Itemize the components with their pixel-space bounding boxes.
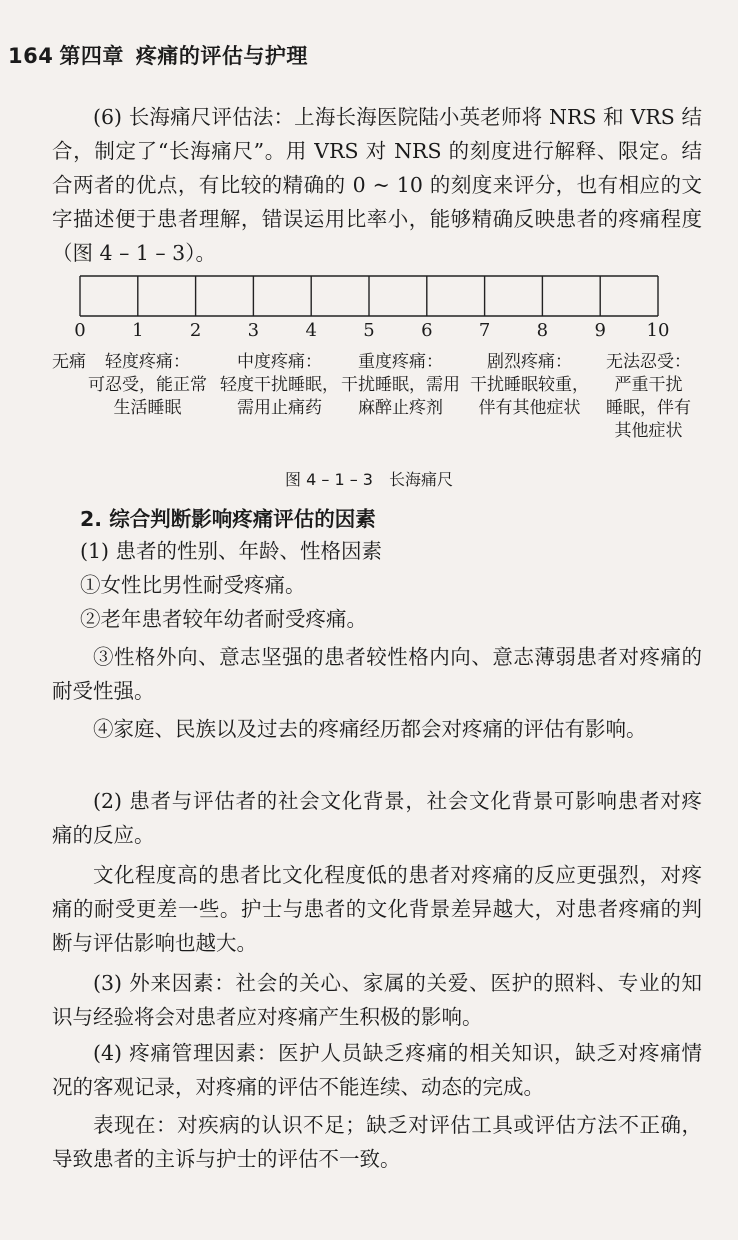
tick-label: 10 (646, 320, 670, 341)
desc-severe-title: 重度疼痛： (358, 352, 443, 372)
desc-mild-line2: 生活睡眠 (113, 398, 182, 418)
page-header (8, 40, 308, 70)
page-number: 164 (8, 44, 54, 68)
culture-paragraph: 文化程度高的患者比文化程度低的患者对疼痛的反应更强烈，对疼痛的耐受更差一些。护士与患者的文化背景差异越大，对患者疼痛的判断与评估影响也越大。 (52, 863, 702, 955)
desc-unbearable-pain (606, 351, 691, 443)
tick-label: 8 (536, 320, 549, 341)
item-3: ③性格外向、意志坚强的患者较性格内向、意志薄弱患者对疼痛的耐受性强。 (52, 645, 702, 703)
desc-moderate-line2: 需用止痛药 (237, 398, 322, 418)
desc-unbearable-line2: 睡眠，伴有 (606, 398, 691, 418)
subsection-2: (2) 患者与评估者的社会文化背景，社会文化背景可影响患者对疼痛的反应。 (52, 789, 702, 847)
figure-caption: 图 4 – 1 – 3 长海痛尺 (285, 470, 453, 489)
desc-no-pain-label: 无痛 (52, 352, 86, 372)
section-heading: 2. 综合判断影响疼痛评估的因素 (80, 507, 376, 531)
chapter-title: 疼痛的评估与护理 (135, 44, 308, 68)
desc-mild-title: 轻度疼痛： (105, 352, 190, 372)
desc-unbearable-title: 无法忍受： (606, 352, 691, 372)
chapter-label: 第四章 (59, 44, 124, 68)
desc-severe-line1: 干扰睡眠，需用 (341, 375, 460, 395)
manifestation-paragraph: 表现在：对疾病的认识不足；缺乏对评估工具或评估方法不正确，导致患者的主诉与护士的评估不一致。 (52, 1113, 702, 1171)
desc-severe-pain (341, 351, 460, 420)
ruler-ticks (80, 276, 658, 316)
desc-moderate-line1: 轻度干扰睡眠， (220, 375, 339, 395)
tick-label: 6 (421, 320, 433, 341)
item-2: ②老年患者较年幼者耐受疼痛。 (80, 607, 367, 631)
desc-intense-pain (470, 351, 589, 420)
intro-paragraph: (6) 长海痛尺评估法：上海长海医院陆小英老师将 NRS 和 VRS 结合，制定了“长海痛尺”。用 VRS 对 NRS 的刻度进行解释、限定。结合两者的优点，有比较的精确的 0 ~ 10 的刻度来评分，也有相应的文字描述便于患者理解，错误运用比率小，能够精确反映患者的疼痛程度（图 4 – 1 – 3）。 (52, 105, 702, 265)
subsection-4: (4) 疼痛管理因素：医护人员缺乏疼痛的相关知识，缺乏对疼痛情况的客观记录，对疼痛的评估不能连续、动态的完成。 (52, 1041, 702, 1099)
tick-label: 7 (478, 320, 491, 341)
desc-unbearable-line3: 其他症状 (614, 421, 683, 441)
desc-no-pain (52, 351, 86, 374)
item-1: ①女性比男性耐受疼痛。 (80, 573, 306, 597)
subsection-1: (1) 患者的性别、年龄、性格因素 (80, 539, 383, 563)
desc-mild-pain (88, 351, 207, 420)
desc-intense-line2: 伴有其他症状 (478, 398, 581, 418)
tick-label: 9 (594, 320, 606, 341)
tick-label: 2 (189, 320, 202, 341)
desc-intense-line1: 干扰睡眠较重， (470, 375, 589, 395)
tick-label: 5 (363, 320, 375, 341)
pain-scale-svg (80, 276, 658, 322)
tick-label: 0 (74, 320, 86, 341)
desc-moderate-title: 中度疼痛： (237, 352, 322, 372)
desc-unbearable-line1: 严重干扰 (614, 375, 683, 395)
tick-label: 1 (132, 320, 144, 341)
subsection-3: (3) 外来因素：社会的关心、家属的关爱、医护的照料、专业的知识与经验将会对患者应对疼痛产生积极的影响。 (52, 971, 702, 1029)
item-4: ④家庭、民族以及过去的疼痛经历都会对疼痛的评估有影响。 (93, 717, 647, 741)
tick-label: 3 (247, 320, 260, 341)
desc-moderate-pain (220, 351, 339, 420)
desc-mild-line1: 可忍受，能正常 (88, 375, 207, 395)
tick-label: 4 (305, 320, 317, 341)
pain-scale-ruler (80, 276, 658, 322)
desc-intense-title: 剧烈疼痛： (487, 352, 572, 372)
desc-severe-line2: 麻醉止疼剂 (358, 398, 443, 418)
